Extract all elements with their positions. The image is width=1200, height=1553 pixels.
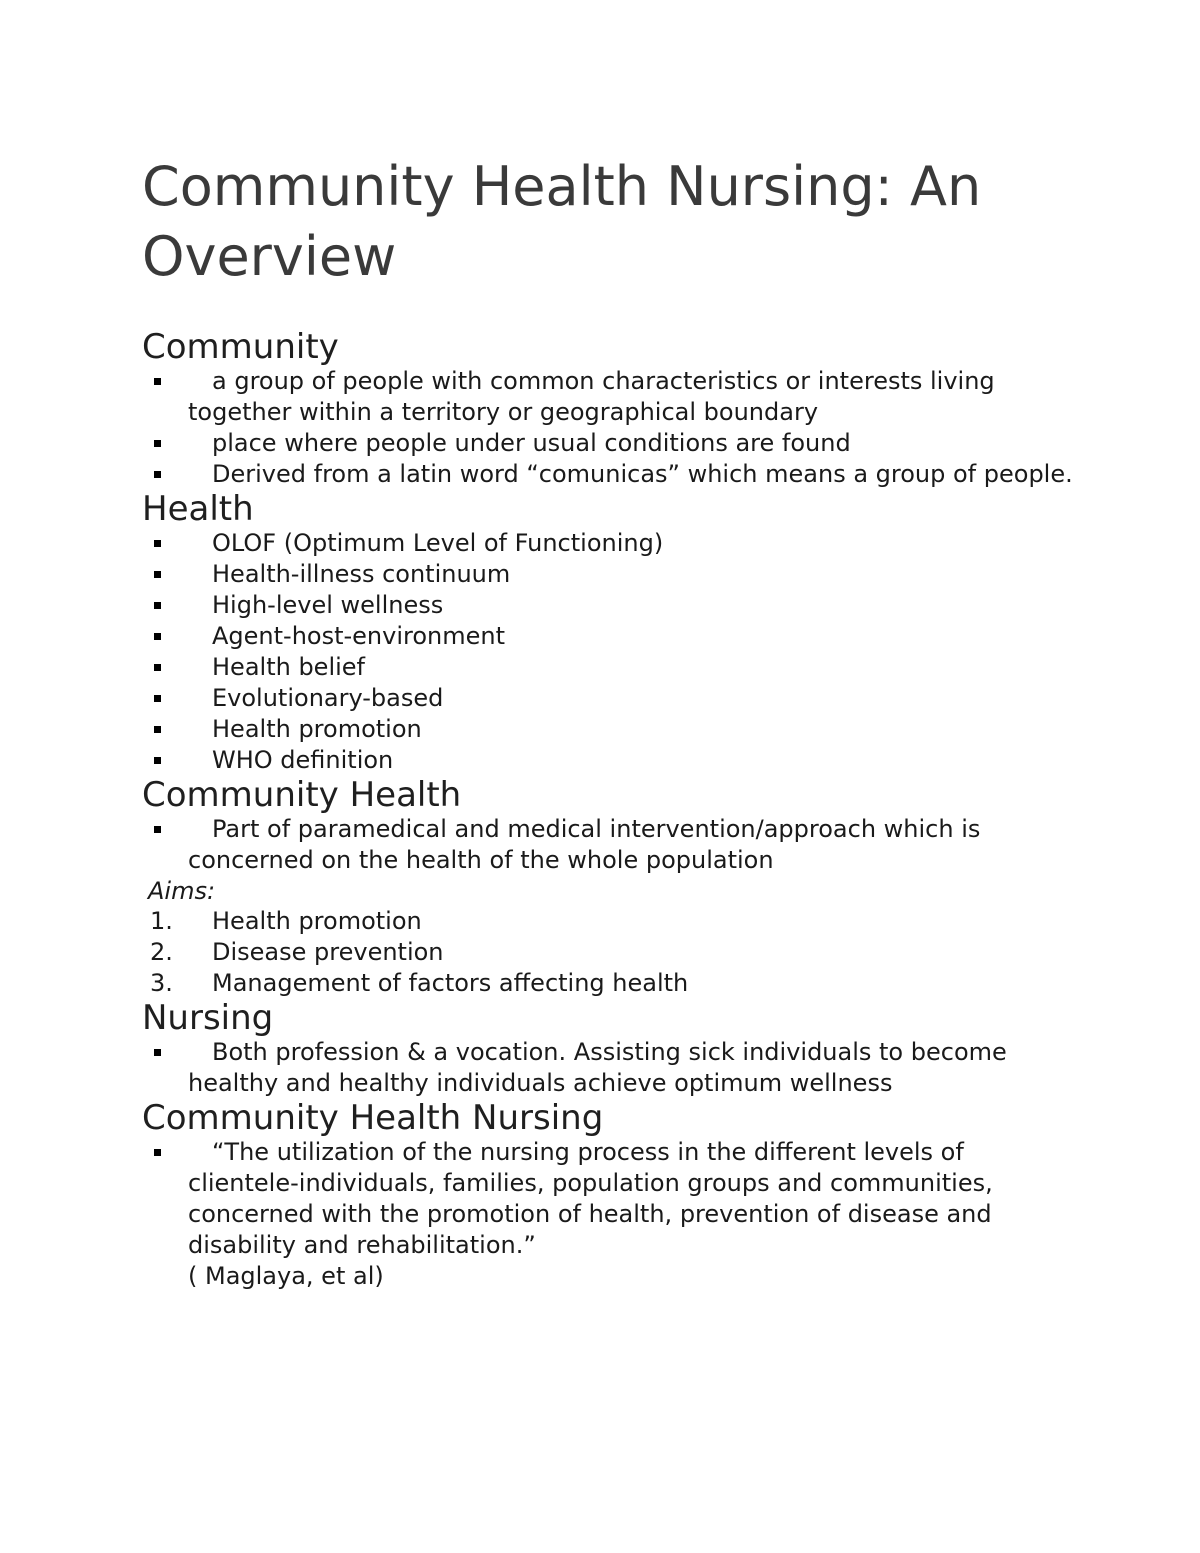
list-item-text: Disease prevention xyxy=(212,938,444,966)
list-item-text: a group of people with common characteristics or interests living together within a territory or geographical boundary xyxy=(188,367,995,426)
list-item xyxy=(142,683,1082,714)
list-item xyxy=(142,1137,1082,1261)
document-title: Community Health Nursing: An Overview xyxy=(142,155,982,288)
numbered-list-item xyxy=(142,937,1082,968)
list-item-text: OLOF (Optimum Level of Functioning) xyxy=(212,529,664,557)
list-number: 2. xyxy=(150,938,173,966)
square-bullet-icon xyxy=(154,633,161,640)
list-item-text: Part of paramedical and medical intervention/approach which is concerned on the health of the whole population xyxy=(188,815,981,874)
section-heading: Community xyxy=(142,327,339,367)
list-item-text: High-level wellness xyxy=(212,591,444,619)
square-bullet-icon xyxy=(154,540,161,547)
section-community xyxy=(142,328,1082,490)
square-bullet-icon xyxy=(154,726,161,733)
section-heading: Health xyxy=(142,489,254,529)
citation: ( Maglaya, et al) xyxy=(188,1262,384,1290)
aims-list xyxy=(142,906,1082,999)
list-number: 1. xyxy=(150,907,173,935)
list-item-text: Health belief xyxy=(212,653,365,681)
bullet-list xyxy=(142,814,1082,876)
list-item xyxy=(142,714,1082,745)
bullet-list xyxy=(142,1137,1082,1261)
square-bullet-icon xyxy=(154,471,161,478)
list-item-text: Evolutionary-based xyxy=(212,684,444,712)
square-bullet-icon xyxy=(154,602,161,609)
list-item-text: Health-illness continuum xyxy=(212,560,511,588)
list-item xyxy=(142,366,1082,428)
list-item xyxy=(142,559,1082,590)
list-item xyxy=(142,621,1082,652)
list-item-text: place where people under usual conditions are found xyxy=(212,429,851,457)
square-bullet-icon xyxy=(154,695,161,702)
list-item-text: Both profession & a vocation. Assisting sick individuals to become healthy and healthy individuals achieve optimum wellness xyxy=(188,1038,1007,1097)
square-bullet-icon xyxy=(154,757,161,764)
list-item xyxy=(142,428,1082,459)
list-item-text: Health promotion xyxy=(212,907,422,935)
section-community-health xyxy=(142,776,1082,999)
list-item-text: WHO definition xyxy=(212,746,394,774)
bullet-list xyxy=(142,1037,1082,1099)
square-bullet-icon xyxy=(154,826,161,833)
section-heading: Community Health Nursing xyxy=(142,1098,604,1138)
section-nursing xyxy=(142,999,1082,1099)
section-heading: Community Health xyxy=(142,775,462,815)
square-bullet-icon xyxy=(154,664,161,671)
list-item xyxy=(142,1037,1082,1099)
list-number: 3. xyxy=(150,969,173,997)
bullet-list xyxy=(142,528,1082,776)
list-item-text: Management of factors affecting health xyxy=(212,969,689,997)
square-bullet-icon xyxy=(154,571,161,578)
list-item-text: Agent-host-environment xyxy=(212,622,506,650)
numbered-list-item xyxy=(142,968,1082,999)
section-community-health-nursing xyxy=(142,1099,1082,1292)
bullet-list xyxy=(142,366,1082,490)
list-item xyxy=(142,814,1082,876)
list-item xyxy=(142,745,1082,776)
document-page xyxy=(142,152,1082,1292)
numbered-list-item xyxy=(142,906,1082,937)
list-item-text: “The utilization of the nursing process in the different levels of clientele-individuals, families, population groups and communities, concerned with the promotion of health, prevention of disease and disability and rehabilitation.” xyxy=(188,1138,993,1259)
aims-label: Aims: xyxy=(148,877,216,905)
square-bullet-icon xyxy=(154,378,161,385)
square-bullet-icon xyxy=(154,1049,161,1056)
list-item xyxy=(142,459,1082,490)
square-bullet-icon xyxy=(154,440,161,447)
section-heading: Nursing xyxy=(142,998,274,1038)
square-bullet-icon xyxy=(154,1149,161,1156)
list-item-text: Health promotion xyxy=(212,715,422,743)
list-item-text: Derived from a latin word “comunicas” which means a group of people. xyxy=(212,460,1073,488)
list-item xyxy=(142,528,1082,559)
list-item xyxy=(142,652,1082,683)
list-item xyxy=(142,590,1082,621)
section-health xyxy=(142,490,1082,776)
